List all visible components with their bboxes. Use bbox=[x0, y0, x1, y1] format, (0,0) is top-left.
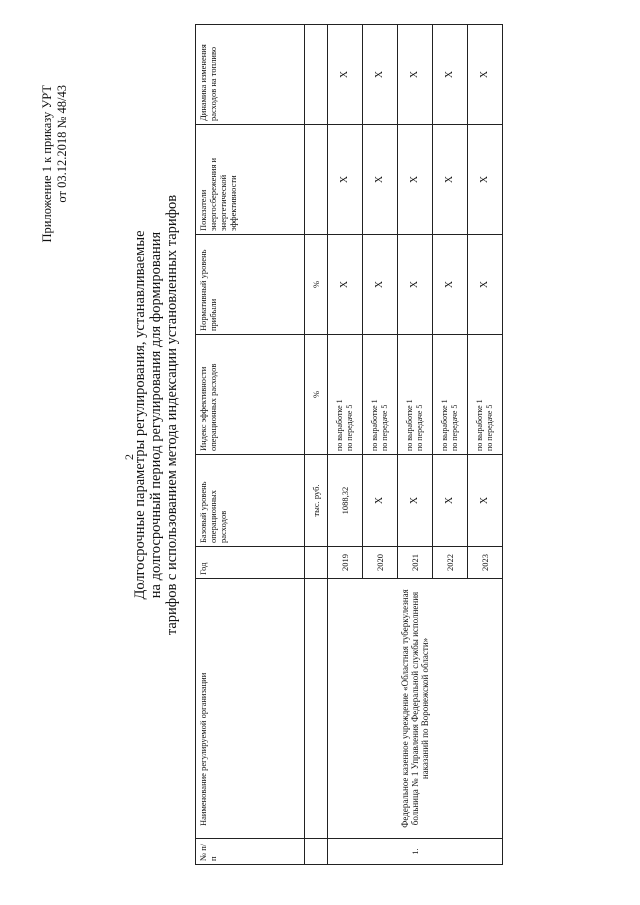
energy-cell: Х bbox=[363, 125, 398, 235]
units-profit: % bbox=[305, 235, 328, 335]
units-base: тыс. руб. bbox=[305, 455, 328, 547]
organization-name: Федеральное казенное учреждение «Областная туберкулезная больница № 1 Управления Федеральной службы исполнения наказаний по Воронежской области» bbox=[328, 579, 503, 839]
energy-cell: Х bbox=[433, 125, 468, 235]
year-cell: 2019 bbox=[328, 547, 363, 579]
appendix-reference bbox=[40, 85, 70, 243]
index-generation: по выработке 1 bbox=[405, 399, 414, 451]
base-opex-cell: Х bbox=[468, 455, 503, 547]
units-cell-empty bbox=[305, 579, 328, 839]
profit-cell: Х bbox=[363, 235, 398, 335]
page-number: 2 bbox=[122, 454, 136, 460]
units-cell-empty bbox=[305, 25, 328, 125]
profit-cell: Х bbox=[398, 235, 433, 335]
appendix-line-1: Приложение 1 к приказу УРТ bbox=[40, 85, 54, 243]
title-line-1: Долгосрочные параметры регулирования, устанавливаемые bbox=[132, 230, 148, 600]
fuel-cell: Х bbox=[328, 25, 363, 125]
base-opex-cell: Х bbox=[398, 455, 433, 547]
header-year: Год bbox=[196, 547, 305, 579]
table-row bbox=[328, 25, 363, 865]
energy-cell: Х bbox=[468, 125, 503, 235]
fuel-cell: Х bbox=[363, 25, 398, 125]
header-fuel-dynamics: Динамика изменения расходов на топливо bbox=[196, 25, 305, 125]
index-transmission: по передаче 5 bbox=[450, 404, 459, 451]
header-base-opex: Базовый уровень операционных расходов bbox=[196, 455, 305, 547]
efficiency-index-cell bbox=[433, 335, 468, 455]
header-number: № п/п bbox=[196, 839, 305, 865]
index-generation: по выработке 1 bbox=[475, 399, 484, 451]
year-cell: 2020 bbox=[363, 547, 398, 579]
row-number: 1. bbox=[328, 839, 503, 865]
energy-cell: Х bbox=[328, 125, 363, 235]
header-organization: Наименование регулируемой организации bbox=[196, 579, 305, 839]
header-efficiency-index: Индекс эффективности операционных расходов bbox=[196, 335, 305, 455]
base-opex-cell: Х bbox=[433, 455, 468, 547]
index-generation: по выработке 1 bbox=[335, 399, 344, 451]
profit-cell: Х bbox=[468, 235, 503, 335]
base-opex-cell: Х bbox=[363, 455, 398, 547]
header-energy-saving: Показатели энергосбережения и энергетической эффективности bbox=[196, 125, 305, 235]
units-index: % bbox=[305, 335, 328, 455]
profit-cell: Х bbox=[328, 235, 363, 335]
year-cell: 2021 bbox=[398, 547, 433, 579]
title-line-3: тарифов с использованием метода индексации установленных тарифов bbox=[164, 194, 180, 636]
header-profit-level: Нормативный уровень прибыли bbox=[196, 235, 305, 335]
efficiency-index-cell bbox=[363, 335, 398, 455]
efficiency-index-cell bbox=[328, 335, 363, 455]
base-opex-cell: 1088,32 bbox=[328, 455, 363, 547]
parameters-table bbox=[195, 24, 503, 865]
profit-cell: Х bbox=[433, 235, 468, 335]
table-header-row bbox=[196, 25, 305, 865]
year-cell: 2022 bbox=[433, 547, 468, 579]
fuel-cell: Х bbox=[398, 25, 433, 125]
fuel-cell: Х bbox=[433, 25, 468, 125]
index-generation: по выработке 1 bbox=[440, 399, 449, 451]
units-cell-empty bbox=[305, 125, 328, 235]
year-cell: 2023 bbox=[468, 547, 503, 579]
index-generation: по выработке 1 bbox=[370, 399, 379, 451]
fuel-cell: Х bbox=[468, 25, 503, 125]
efficiency-index-cell bbox=[398, 335, 433, 455]
efficiency-index-cell bbox=[468, 335, 503, 455]
energy-cell: Х bbox=[398, 125, 433, 235]
title-line-2: на долгосрочный период регулирования для формирования bbox=[148, 231, 164, 599]
index-transmission: по передаче 5 bbox=[485, 404, 494, 451]
index-transmission: по передаче 5 bbox=[345, 404, 354, 451]
index-transmission: по передаче 5 bbox=[380, 404, 389, 451]
units-cell-empty bbox=[305, 547, 328, 579]
units-cell-empty bbox=[305, 839, 328, 865]
index-transmission: по передаче 5 bbox=[415, 404, 424, 451]
appendix-line-2: от 03.12.2018 № 48/43 bbox=[55, 85, 69, 203]
table-units-row bbox=[305, 25, 328, 865]
document-title bbox=[132, 65, 180, 765]
